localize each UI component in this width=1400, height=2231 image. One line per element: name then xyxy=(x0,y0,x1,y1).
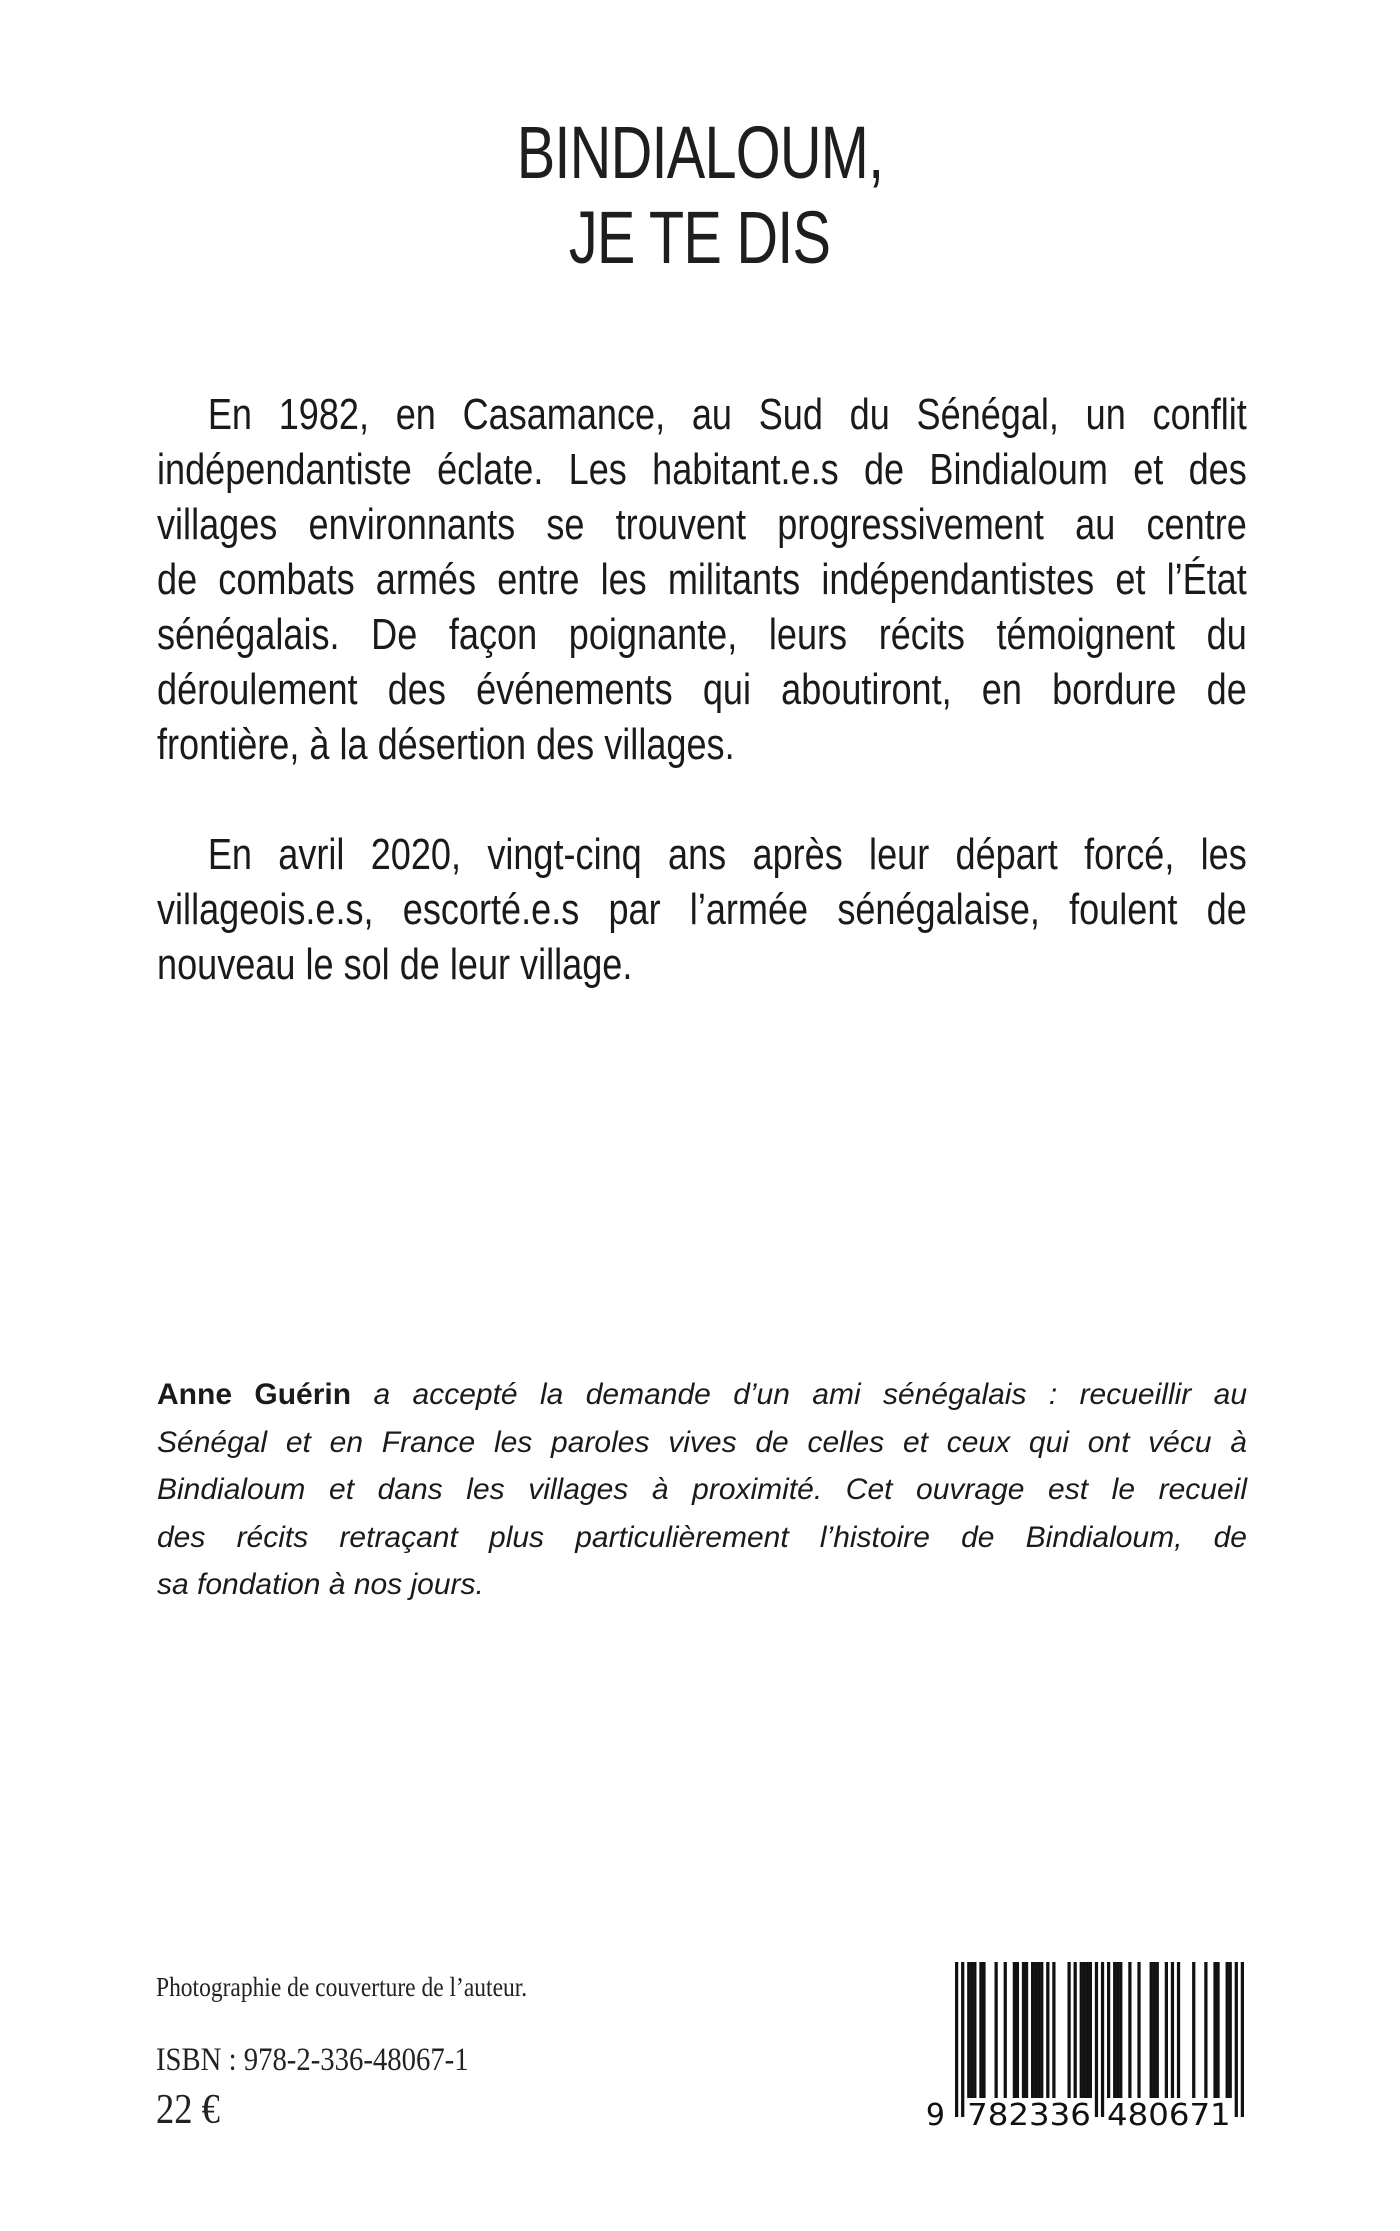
text-line: frontière, à la désertion des villages. xyxy=(157,720,735,769)
barcode-bar xyxy=(995,1962,998,2098)
barcode-bar xyxy=(1046,1962,1049,2098)
barcode-bar xyxy=(1052,1962,1055,2098)
text-line: sénégalais. De façon poignante, leurs récits témoignent du xyxy=(157,610,1247,659)
barcode-bar xyxy=(1025,1962,1028,2098)
barcode-bar xyxy=(1040,1962,1043,2098)
barcode-bar xyxy=(1216,1962,1219,2098)
barcode-bar xyxy=(1153,1962,1156,2098)
text-line: En 1982, en Casamance, au Sud du Sénégal, un conflit xyxy=(207,390,1247,439)
barcode-bar xyxy=(1095,1962,1098,2117)
barcode-bar xyxy=(1128,1962,1131,2098)
book-title-line-1 xyxy=(0,110,1400,195)
barcode-bar xyxy=(1150,1962,1153,2098)
barcode-bar xyxy=(1177,1962,1180,2098)
synopsis-paragraph-1 xyxy=(157,387,1247,772)
barcode-bar xyxy=(1171,1962,1174,2098)
synopsis-paragraph-2 xyxy=(157,827,1247,992)
text-line: sa fondation à nos jours. xyxy=(157,1568,484,1601)
barcode-bar xyxy=(967,1962,970,2098)
barcode-bar xyxy=(970,1962,973,2098)
barcode-bar xyxy=(1034,1962,1037,2098)
barcode-bar xyxy=(1107,1962,1110,2098)
barcode-bar xyxy=(1074,1962,1077,2098)
barcode-bar xyxy=(1156,1962,1159,2098)
barcode-bar xyxy=(1235,1962,1238,2117)
text-line: Sénégal et en France les paroles vives de celles et ceux qui ont vécu à xyxy=(157,1425,1247,1459)
barcode-bar xyxy=(1067,1962,1070,2098)
text-line: En avril 2020, vingt-cinq ans après leur départ forcé, les xyxy=(207,830,1247,879)
barcode-bar xyxy=(1226,1962,1229,2098)
barcode-bar xyxy=(1022,1962,1025,2098)
barcode-bar xyxy=(1241,1962,1244,2117)
barcode-bar xyxy=(1165,1962,1168,2098)
barcode-bar xyxy=(1083,1962,1086,2098)
barcode-bar xyxy=(1031,1962,1034,2098)
barcode-bar xyxy=(1213,1962,1216,2098)
barcode-bar xyxy=(1013,1962,1016,2098)
barcode-bar xyxy=(1037,1962,1040,2098)
barcode-digits: 480671 xyxy=(1107,2098,1231,2133)
barcode-bar xyxy=(1080,1962,1083,2098)
title-text: BINDIALOUM, xyxy=(516,111,884,194)
text-line: des récits retraçant plus particulièrement l’histoire de Bindialoum, de xyxy=(157,1520,1247,1554)
barcode-bar xyxy=(982,1962,985,2098)
barcode-bar xyxy=(961,1962,964,2117)
barcode-bar xyxy=(1089,1962,1092,2098)
text-line: villageois.e.s, escorté.e.s par l’armée sénégalaise, foulent de xyxy=(157,885,1247,934)
barcode-bar xyxy=(979,1962,982,2098)
barcode-bar xyxy=(1119,1962,1122,2098)
barcode-digits: 9 xyxy=(925,2098,945,2133)
text-fragment: a accepté la demande d’un ami sénégalais : recueillir au xyxy=(351,1378,1248,1411)
barcode-digits: 782336 xyxy=(967,2098,1091,2133)
text-line: de combats armés entre les militants indépendantistes et l’État xyxy=(157,555,1247,604)
barcode-bar xyxy=(1229,1962,1232,2098)
author-bio xyxy=(157,1371,1247,1609)
price: 22 € xyxy=(156,2087,220,2133)
barcode-bar xyxy=(973,1962,976,2098)
barcode-bar xyxy=(1016,1962,1019,2098)
text-line xyxy=(157,1371,1247,1419)
text-line: indépendantiste éclate. Les habitant.e.s de Bindialoum et des xyxy=(157,445,1247,494)
text-line: Bindialoum et dans les villages à proximité. Cet ouvrage est le recueil xyxy=(157,1473,1247,1506)
author-name: Anne Guérin xyxy=(157,1378,352,1411)
isbn: ISBN : 978-2-336-48067-1 xyxy=(156,2042,469,2078)
text-line: villages environnants se trouvent progressivement au centre xyxy=(157,500,1247,549)
barcode-bar xyxy=(1116,1962,1119,2098)
text-line: déroulement des événements qui aboutiront, en bordure de xyxy=(157,665,1247,714)
barcode-bar xyxy=(1004,1962,1007,2098)
barcode-bar xyxy=(1101,1962,1104,2117)
barcode-bar xyxy=(1192,1962,1195,2098)
barcode-bar xyxy=(1086,1962,1089,2098)
barcode-bar xyxy=(1113,1962,1116,2098)
text-line: nouveau le sol de leur village. xyxy=(157,940,633,989)
ean13-barcode xyxy=(920,1955,1250,2135)
barcode-bar xyxy=(1137,1962,1140,2098)
title-text: JE TE DIS xyxy=(569,196,831,279)
photo-credit: Photographie de couverture de l’auteur. xyxy=(156,1972,528,2002)
book-title-line-2 xyxy=(0,195,1400,280)
barcode-bar xyxy=(955,1962,958,2117)
barcode-bar xyxy=(1204,1962,1207,2098)
